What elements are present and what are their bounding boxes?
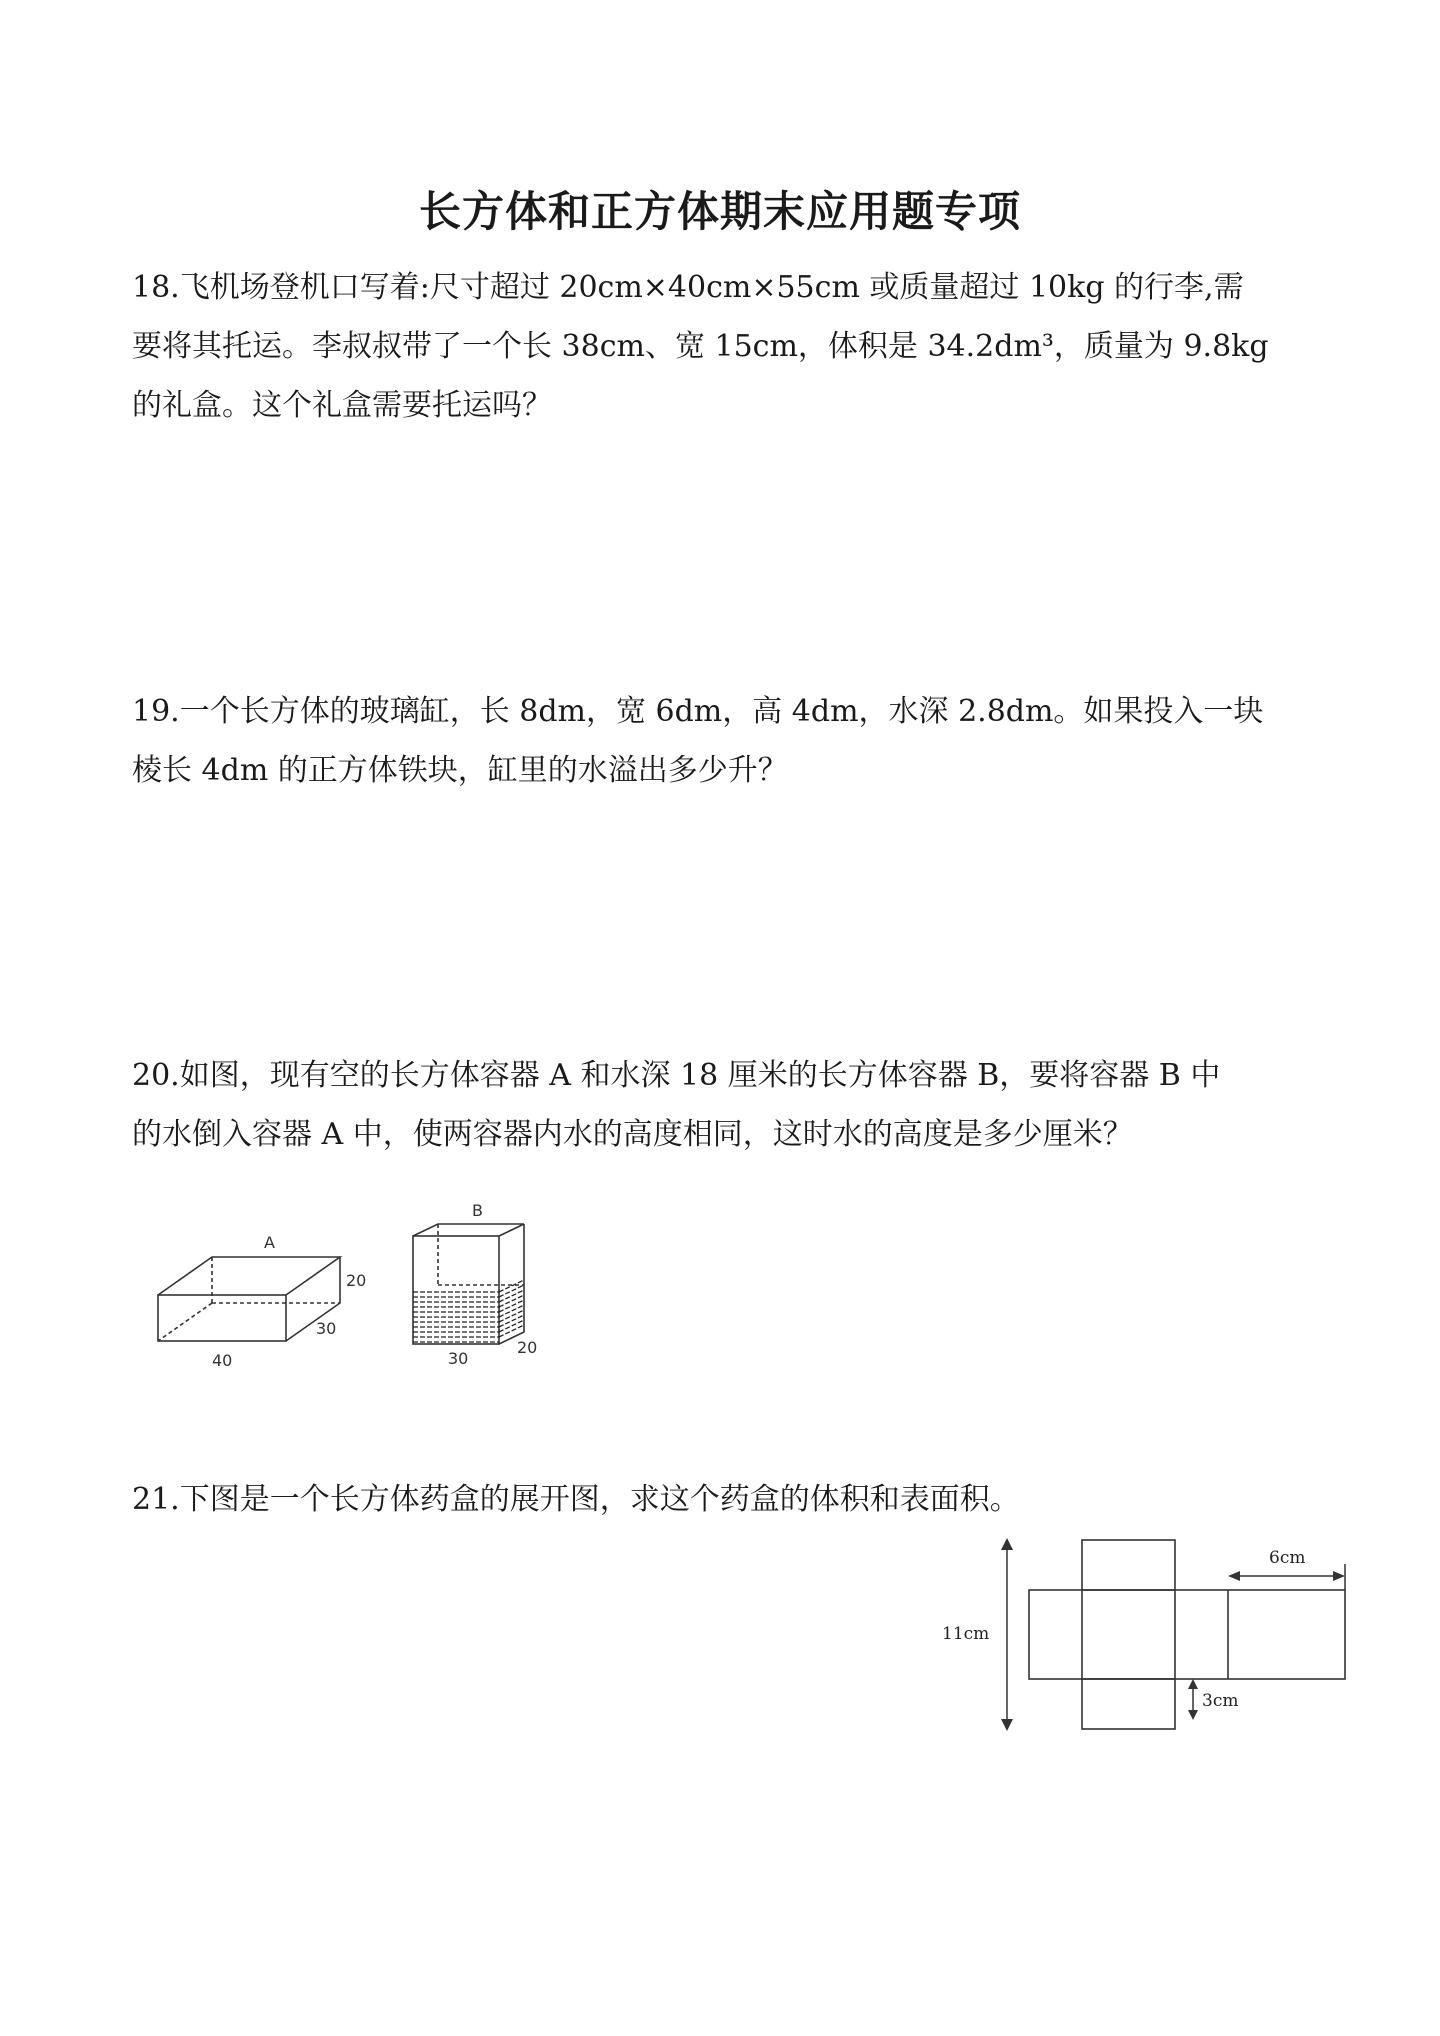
box-net-lines bbox=[1029, 1540, 1345, 1729]
container-a-hidden-edges bbox=[158, 1257, 340, 1341]
box-net-top-flap bbox=[1082, 1540, 1175, 1590]
container-b-front-face bbox=[413, 1236, 499, 1344]
box-net-bottom-flap bbox=[1082, 1679, 1175, 1729]
question-20 bbox=[132, 1046, 1320, 1164]
question-18-line-2: 要将其托运。李叔叔带了一个长 38cm、宽 15cm，体积是 34.2dm³，质量为 9.8kg bbox=[132, 329, 1269, 364]
total-height-label: 11cm bbox=[942, 1624, 990, 1644]
container-b-top-face bbox=[413, 1224, 524, 1236]
question-19 bbox=[132, 682, 1320, 800]
container-b-edges bbox=[413, 1224, 524, 1344]
container-b-hidden-edges bbox=[438, 1224, 524, 1285]
question-18 bbox=[132, 258, 1320, 435]
container-a-height: 20 bbox=[346, 1271, 367, 1290]
bottom-gap-label: 3cm bbox=[1202, 1691, 1239, 1711]
question-19-line-2: 棱长 4dm 的正方体铁块，缸里的水溢出多少升？ bbox=[132, 753, 788, 788]
bottom-gap-arrow bbox=[1188, 1679, 1198, 1720]
question-19-line-1: 19.一个长方体的玻璃缸，长 8dm，宽 6dm，高 4dm，水深 2.8dm。如果投入一块 bbox=[132, 694, 1264, 729]
container-b-figure bbox=[400, 1190, 570, 1370]
container-b-right-face bbox=[499, 1224, 524, 1344]
container-a-front-face bbox=[158, 1295, 286, 1341]
container-b-water bbox=[413, 1280, 524, 1342]
question-20-line-2: 的水倒入容器 A 中，使两容器内水的高度相同，这时水的高度是多少厘米？ bbox=[132, 1117, 1133, 1152]
container-b-length: 30 bbox=[448, 1349, 469, 1368]
box-net-figure bbox=[930, 1520, 1350, 1750]
container-a-length: 40 bbox=[212, 1351, 233, 1370]
container-a-edges bbox=[158, 1257, 340, 1341]
question-18-line-3: 的礼盒。这个礼盒需要托运吗？ bbox=[132, 388, 552, 423]
container-b-width: 20 bbox=[517, 1338, 538, 1357]
container-a-top-face bbox=[158, 1257, 340, 1295]
container-a-width: 30 bbox=[316, 1319, 337, 1338]
total-height-arrow bbox=[1001, 1538, 1013, 1731]
container-a-figure bbox=[150, 1220, 390, 1370]
box-net-middle-band bbox=[1029, 1590, 1345, 1679]
question-20-line-1: 20.如图，现有空的长方体容器 A 和水深 18 厘米的长方体容器 B，要将容器 B 中 bbox=[132, 1058, 1221, 1093]
container-b-name: B bbox=[472, 1201, 483, 1220]
question-18-line-1: 18.飞机场登机口写着:尺寸超过 20cm×40cm×55cm 或质量超过 10kg 的行李,需 bbox=[132, 270, 1244, 305]
top-width-label: 6cm bbox=[1269, 1548, 1306, 1568]
container-a-name: A bbox=[264, 1233, 275, 1252]
page-title: 长方体和正方体期末应用题专项 bbox=[418, 187, 1021, 236]
question-21-line-1: 21.下图是一个长方体药盒的展开图，求这个药盒的体积和表面积。 bbox=[132, 1482, 1020, 1517]
